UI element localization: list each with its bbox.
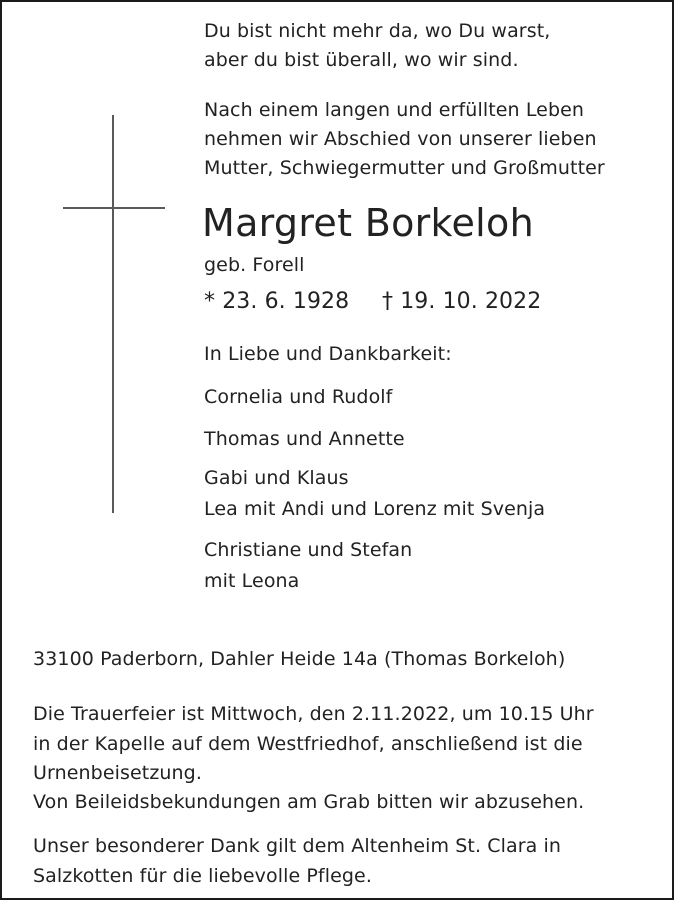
- death-date: † 19. 10. 2022: [382, 289, 542, 314]
- mourner-line-3: Gabi und Klaus: [204, 467, 349, 489]
- mourners-heading: In Liebe und Dankbarkeit:: [204, 343, 452, 365]
- intro-line-1: Nach einem langen und erfüllten Leben: [204, 99, 585, 121]
- birth-date: * 23. 6. 1928: [204, 289, 350, 314]
- ceremony-line-2: in der Kapelle auf dem Westfriedhof, anschließend ist die: [33, 733, 583, 755]
- ceremony-line-4: Von Beileidsbekundungen am Grab bitten wir abzusehen.: [33, 791, 585, 813]
- mourner-line-2: Thomas und Annette: [204, 428, 405, 450]
- quote-line-2: aber du bist überall, wo wir sind.: [204, 49, 519, 71]
- cross-vertical-bar: [112, 115, 114, 513]
- mourner-line-5: Christiane und Stefan: [204, 539, 413, 561]
- birth-name: geb. Forell: [204, 254, 305, 276]
- intro-line-3: Mutter, Schwiegermutter und Großmutter: [204, 157, 605, 179]
- mourner-line-4: Lea mit Andi und Lorenz mit Svenja: [204, 498, 546, 520]
- thanks-line-1: Unser besonderer Dank gilt dem Altenheim St. Clara in: [33, 835, 562, 857]
- intro-line-2: nehmen wir Abschied von unserer lieben: [204, 128, 597, 150]
- thanks-line-2: Salzkotten für die liebevolle Pflege.: [33, 865, 372, 887]
- quote-line-1: Du bist nicht mehr da, wo Du warst,: [204, 20, 551, 42]
- mourner-line-1: Cornelia und Rudolf: [204, 386, 393, 408]
- ceremony-line-3: Urnenbeisetzung.: [33, 762, 202, 784]
- ceremony-line-1: Die Trauerfeier ist Mittwoch, den 2.11.2022, um 10.15 Uhr: [33, 703, 594, 725]
- deceased-name: Margret Borkeloh: [202, 201, 534, 245]
- cross-horizontal-bar: [63, 207, 165, 209]
- address: 33100 Paderborn, Dahler Heide 14a (Thomas Borkeloh): [33, 648, 566, 670]
- mourner-line-6: mit Leona: [204, 570, 300, 592]
